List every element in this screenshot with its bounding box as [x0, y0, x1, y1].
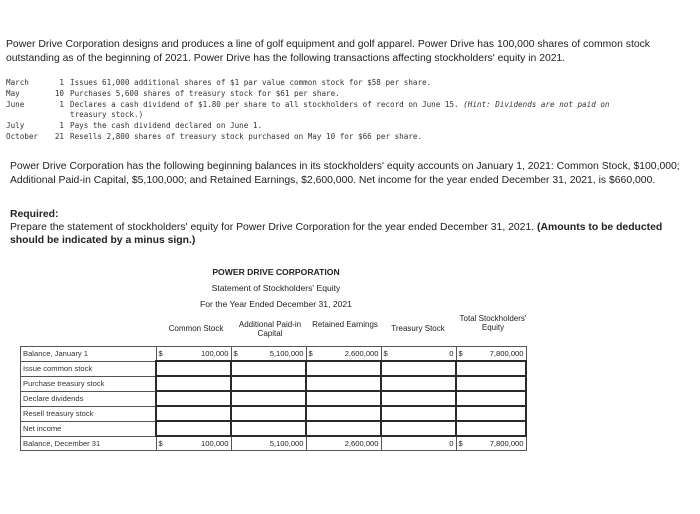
input-cell[interactable] [231, 391, 306, 406]
statement-title: Statement of Stockholders' Equity [211, 283, 341, 293]
input-cell[interactable] [381, 406, 456, 421]
cell-value [156, 436, 231, 451]
transaction-month: July [6, 121, 25, 131]
required-note: (Amounts to be deducted should be indicated by a minus sign.) [10, 222, 663, 246]
input-cell[interactable] [306, 391, 381, 406]
required-section [10, 208, 690, 247]
input-cell[interactable] [156, 391, 231, 406]
transaction-text: Pays the cash dividend declared on June 1. [70, 121, 263, 131]
column-header: Additional Paid-in Capital [238, 320, 302, 338]
cell-text: 100,000 [201, 349, 229, 358]
input-cell[interactable] [306, 361, 381, 376]
cell-value [456, 436, 526, 451]
transaction-text: Issues 61,000 additional shares of $1 par value common stock for $58 per share. [70, 78, 432, 87]
cell-value: 5,100,000 [231, 436, 306, 451]
transaction-month: March [6, 78, 29, 87]
input-cell[interactable] [456, 421, 526, 436]
column-header: Total Stockholders' Equity [459, 314, 527, 332]
cell-text: 2,600,000 [344, 349, 379, 358]
cell-value [456, 347, 526, 362]
table-row [21, 421, 527, 436]
cell-value [231, 347, 306, 362]
input-cell[interactable] [456, 406, 526, 421]
input-cell[interactable] [381, 391, 456, 406]
dollar-sign: $ [458, 349, 463, 358]
statement-table [20, 346, 527, 451]
dollar-sign: $ [233, 349, 238, 358]
row-label: Balance, December 31 [21, 436, 157, 451]
column-header: Treasury Stock [391, 324, 445, 333]
transaction-day: 21 [54, 131, 64, 141]
row-label: Declare dividends [21, 391, 157, 406]
dollar-sign: $ [458, 439, 463, 448]
column-header: Common Stock [168, 324, 224, 333]
cell-value [381, 347, 456, 362]
transaction-day: 1 [59, 99, 64, 109]
transaction-text: Purchases 5,600 shares of treasury stock for $61 per share. [70, 88, 340, 98]
transaction-text-main: Declares a cash dividend of $1.80 per share to all stockholders of record on June 15. [70, 99, 459, 109]
input-cell[interactable] [306, 421, 381, 436]
input-cell[interactable] [456, 391, 526, 406]
transaction-row [6, 132, 694, 143]
cell-text: 100,000 [201, 439, 229, 448]
transaction-day: 10 [54, 88, 64, 98]
transactions-list [6, 78, 694, 143]
cell-value [306, 347, 381, 362]
table-row [21, 347, 527, 362]
transaction-hint: (Hint: Dividends are not paid on [463, 99, 610, 109]
table-row [21, 436, 527, 451]
input-cell[interactable] [306, 376, 381, 391]
transaction-row [6, 121, 694, 132]
cell-value: 0 [381, 436, 456, 451]
input-cell[interactable] [381, 421, 456, 436]
cell-text: 0 [449, 349, 454, 358]
row-label: Balance, January 1 [21, 347, 157, 362]
table-row [21, 376, 527, 391]
table-row [21, 391, 527, 406]
cell-text: 7,800,000 [489, 439, 524, 448]
transaction-text: Resells 2,800 shares of treasury stock purchased on May 10 for $66 per share. [70, 131, 423, 141]
input-cell[interactable] [231, 406, 306, 421]
transaction-row [6, 89, 694, 100]
input-cell[interactable] [456, 361, 526, 376]
transaction-day: 1 [59, 78, 64, 87]
row-label: Issue common stock [21, 361, 157, 376]
dollar-sign: $ [158, 349, 163, 358]
input-cell[interactable] [156, 376, 231, 391]
input-cell[interactable] [231, 376, 306, 391]
input-cell[interactable] [381, 361, 456, 376]
input-cell[interactable] [156, 406, 231, 421]
statement-company: POWER DRIVE CORPORATION [212, 267, 340, 277]
transaction-month: October [6, 131, 39, 141]
dollar-sign: $ [158, 439, 163, 448]
cell-value: 2,600,000 [306, 436, 381, 451]
statement-period: For the Year Ended December 31, 2021 [200, 299, 352, 309]
transaction-text [70, 100, 694, 111]
transaction-row [6, 78, 694, 89]
transaction-continuation: treasury stock.) [70, 110, 144, 120]
input-cell[interactable] [231, 421, 306, 436]
row-label: Resell treasury stock [21, 406, 157, 421]
dollar-sign: $ [308, 349, 313, 358]
input-cell[interactable] [306, 406, 381, 421]
input-cell[interactable] [156, 421, 231, 436]
transaction-row [6, 100, 694, 111]
beginning-balances-text: Power Drive Corporation has the following beginning balances in its stockholders' equity accounts on January 1, 2021: Common Stock, $100,000; Additional Paid-in Capital, $5,100,000; and Retained Earnings, $2,600,000. Net income for the year ended December 31, 2021, is $660,000. [10, 161, 680, 186]
cell-text: 7,800,000 [489, 349, 524, 358]
table-row [21, 361, 527, 376]
input-cell[interactable] [156, 361, 231, 376]
transaction-month: May [6, 88, 20, 98]
equity-statement [20, 262, 532, 456]
required-label: Required: [10, 209, 59, 220]
column-header: Retained Earnings [312, 320, 378, 329]
transaction-day: 1 [59, 121, 64, 131]
cell-value [156, 347, 231, 362]
input-cell[interactable] [231, 361, 306, 376]
dollar-sign: $ [383, 349, 388, 358]
row-label: Purchase treasury stock [21, 376, 157, 391]
input-cell[interactable] [456, 376, 526, 391]
transaction-month: June [6, 99, 25, 109]
required-text: Prepare the statement of stockholders' equity for Power Drive Corporation for the year ended December 31, 2021. [10, 222, 535, 233]
problem-intro: Power Drive Corporation designs and produces a line of golf equipment and golf apparel. Power Drive has 100,000 shares of common stock outstanding as of the beginning of 2021. Power Drive has the following transactions affecting stockholders' equity in 2021. [6, 39, 651, 64]
input-cell[interactable] [381, 376, 456, 391]
cell-text: 5,100,000 [269, 349, 304, 358]
table-row [21, 406, 527, 421]
row-label: Net income [21, 421, 157, 436]
